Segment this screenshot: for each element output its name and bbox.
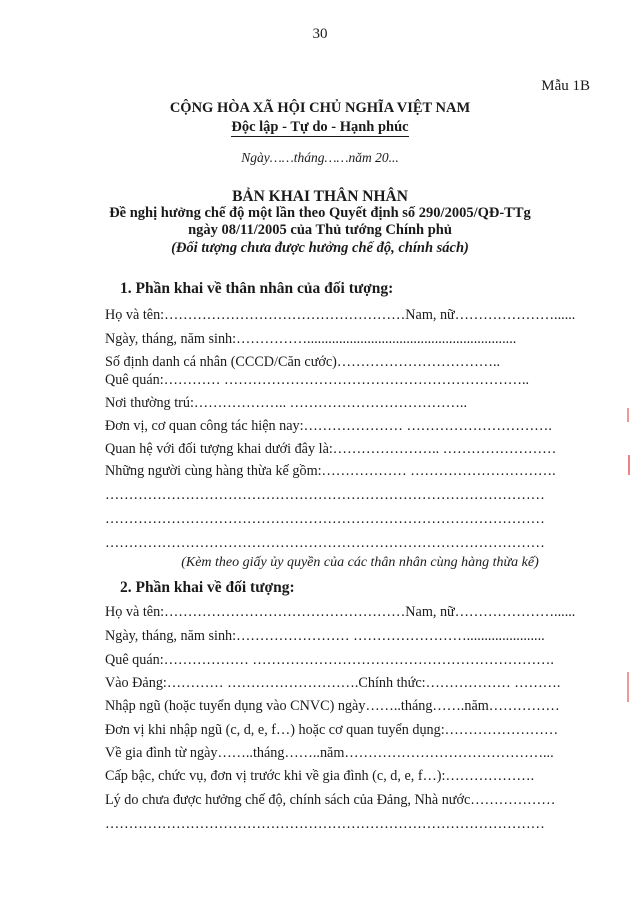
motto-wrap	[0, 118, 640, 136]
field-line: Đơn vị khi nhập ngũ (c, d, e, f…) hoặc cơ quan tuyển dụng:……………………	[105, 722, 559, 738]
motto: Độc lập - Tự do - Hạnh phúc	[231, 119, 409, 135]
country-name: CỘNG HÒA XÃ HỘI CHỦ NGHĨA VIỆT NAM	[169, 100, 471, 116]
blank-line: …………………………………………………………………………………	[105, 511, 545, 527]
scan-mark	[628, 455, 630, 475]
blank-line: …………………………………………………………………………………	[105, 816, 545, 832]
date-line: Ngày……tháng……năm 20...	[241, 150, 399, 165]
document-title: BẢN KHAI THÂN NHÂN	[232, 188, 408, 205]
field-line: Lý do chưa được hưởng chế độ, chính sách của Đảng, Nhà nước………………	[105, 792, 556, 808]
blank-line: …………………………………………………………………………………	[105, 535, 545, 551]
field-line: Nơi thường trú:……………….. ………………………………..	[105, 395, 468, 411]
field-line: Về gia đình từ ngày……..tháng……..năm……………………………………...	[105, 745, 554, 761]
field-line: Nhập ngũ (hoặc tuyển dụng vào CNVC) ngày……..tháng…….năm……………	[105, 698, 560, 714]
field-line: Những người cùng hàng thừa kế gồm:……………… ………………………….	[105, 463, 556, 479]
scan-mark	[627, 408, 629, 422]
title-subline-1: Đề nghị hưởng chế độ một lần theo Quyết định số 290/2005/QĐ-TTg	[109, 205, 531, 221]
field-line: Quê quán:………… ………………………………………………………..	[105, 372, 530, 388]
page-number: 30	[312, 26, 328, 42]
scan-mark	[627, 672, 629, 702]
title-subline-2: ngày 08/11/2005 của Thủ tướng Chính phủ	[188, 222, 452, 238]
section2-heading: 2. Phần khai về đối tượng:	[120, 579, 295, 596]
section1-note: (Kèm theo giấy ủy quyền của các thân nhân cùng hàng thừa kế)	[181, 555, 539, 570]
field-line: Họ và tên:……………………………………………Nam, nữ…………………......	[105, 604, 576, 620]
section1-heading: 1. Phần khai về thân nhân của đối tượng:	[120, 280, 394, 297]
field-line: Cấp bậc, chức vụ, đơn vị trước khi về gia đình (c, d, e, f…):……………….	[105, 768, 535, 784]
blank-line: …………………………………………………………………………………	[105, 487, 545, 503]
form-code: Mẫu 1B	[541, 78, 590, 94]
field-line: Họ và tên:……………………………………………Nam, nữ…………………......	[105, 307, 576, 323]
title-subline-3: (Đối tượng chưa được hưởng chế độ, chính sách)	[171, 240, 469, 256]
field-line: Quan hệ với đối tượng khai dưới đây là:………………….. ……………………	[105, 441, 557, 457]
field-line: Ngày, tháng, năm sinh:……………...........................................................	[105, 331, 517, 347]
field-line: Đơn vị, cơ quan công tác hiện nay:………………… ………………………….	[105, 418, 552, 434]
field-line: Quê quán:……………… ……………………………………………………….	[105, 652, 554, 668]
field-line: Ngày, tháng, năm sinh:…………………… ……………………......................	[105, 628, 545, 644]
field-line: Vào Đảng:………… ……………………….Chính thức:……………… ……….	[105, 675, 561, 691]
field-line: Số định danh cá nhân (CCCD/Căn cước)……………………………..	[105, 354, 501, 370]
